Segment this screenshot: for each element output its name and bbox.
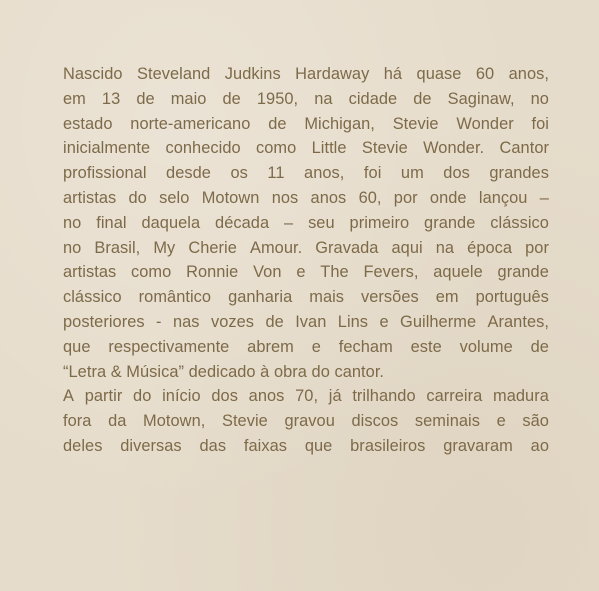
text-line: estado norte-americano de Michigan, Stevie Wonder foi xyxy=(63,114,549,133)
text-line: A partir do início dos anos 70, já trilhando carreira madura xyxy=(63,387,549,406)
text-line: “Letra & Música” dedicado à obra do cantor. xyxy=(63,362,385,381)
text-line: que respectivamente abrem e fecham este volume de xyxy=(63,337,549,356)
body-text xyxy=(63,62,549,459)
text-line: Nascido Steveland Judkins Hardaway há quase 60 anos, xyxy=(63,65,549,83)
text-line: no Brasil, My Cherie Amour. Gravada aqui na época por xyxy=(63,238,549,257)
text-line: profissional desde os 11 anos, foi um dos grandes xyxy=(63,164,549,183)
text-line: no final daquela década – seu primeiro grande clássico xyxy=(63,213,549,232)
text-line: em 13 de maio de 1950, na cidade de Saginaw, no xyxy=(63,89,549,108)
text-line: artistas do selo Motown nos anos 60, por onde lançou – xyxy=(63,188,549,207)
text-line: inicialmente conhecido como Little Stevie Wonder. Cantor xyxy=(63,139,549,158)
text-line: deles diversas das faixas que brasileiros gravaram ao xyxy=(63,436,549,455)
text-line: clássico romântico ganharia mais versões em português xyxy=(63,288,549,307)
text-line: posteriores - nas vozes de Ivan Lins e Guilherme Arantes, xyxy=(63,312,549,331)
text-line: artistas como Ronnie Von e The Fevers, aquele grande xyxy=(63,263,549,282)
text-line: fora da Motown, Stevie gravou discos seminais e são xyxy=(63,412,549,431)
